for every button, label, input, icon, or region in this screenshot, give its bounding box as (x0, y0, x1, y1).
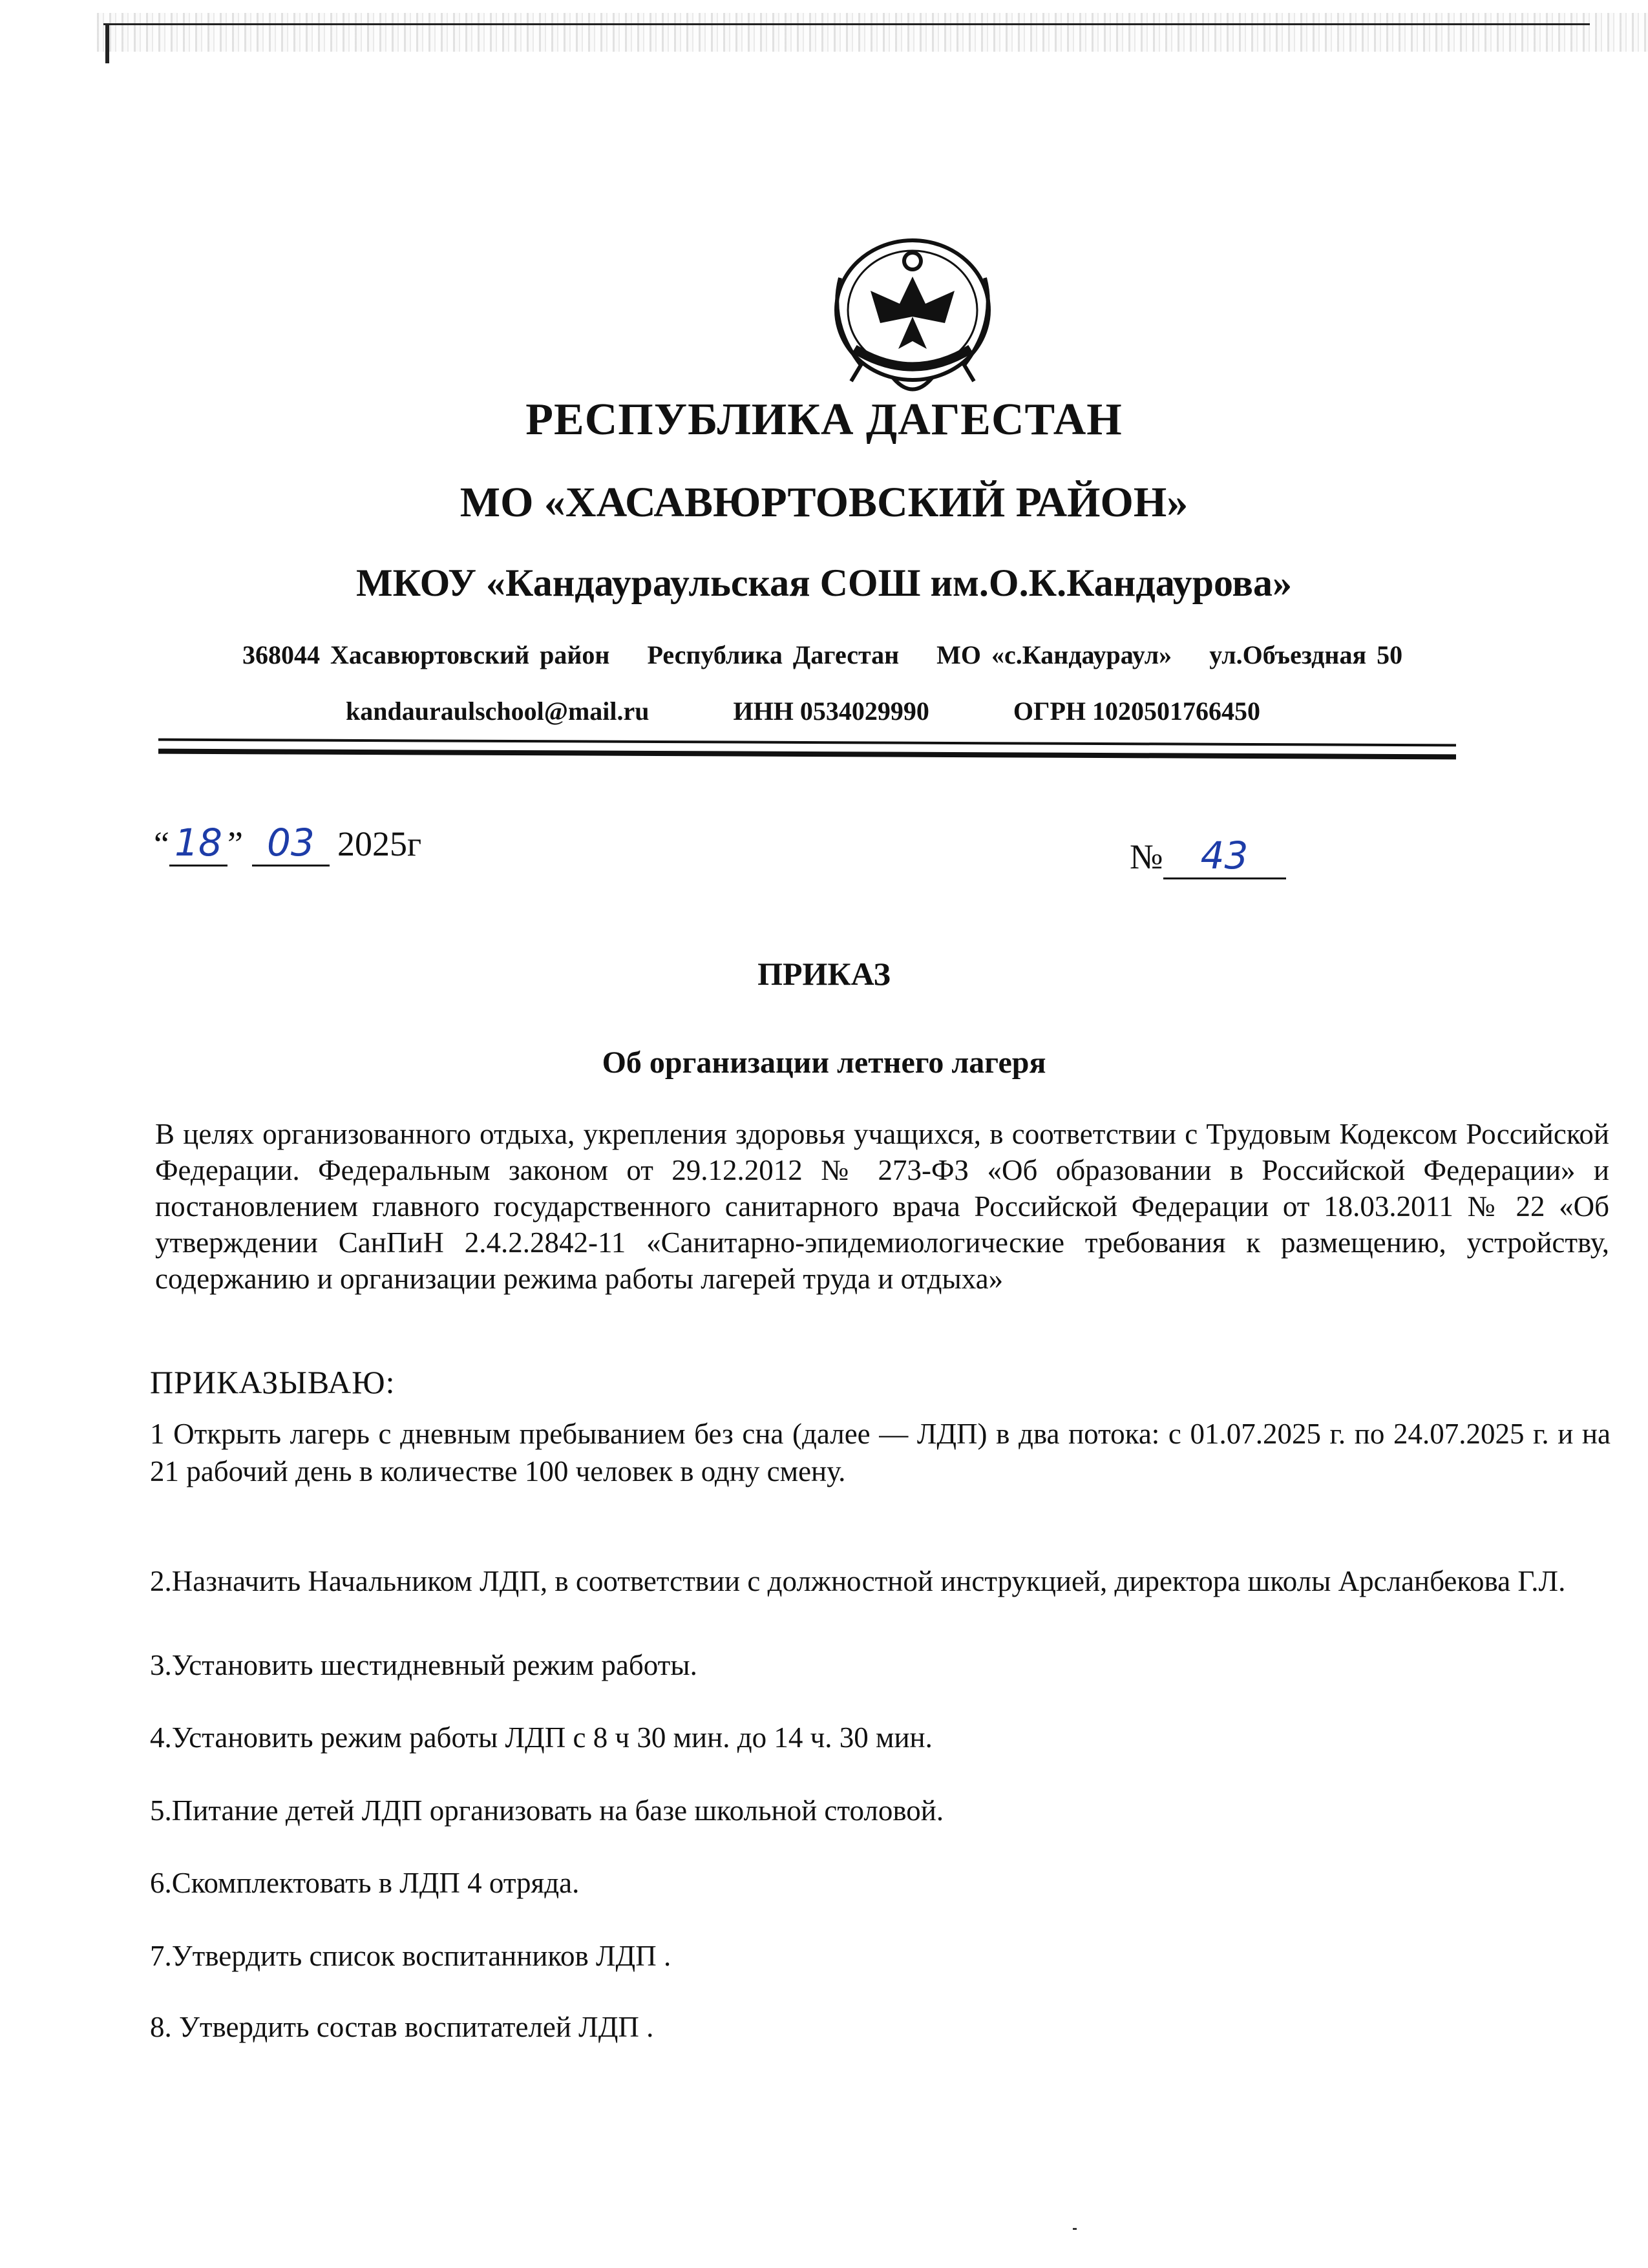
address-settlement: МО «с.Кандаураул» (936, 640, 1172, 669)
inn-number: ИНН 0534029990 (733, 697, 929, 726)
order-date: “ 18 ” 03 2025г (154, 821, 421, 866)
order-item-5: 5.Питание детей ЛДП организовать на базе школьной столовой. (150, 1794, 944, 1827)
date-year: 2025г (337, 824, 422, 863)
address-republic: Республика Дагестан (647, 640, 900, 669)
coat-of-arms-icon (816, 226, 1009, 407)
number-value: 43 (1163, 834, 1286, 879)
number-prefix: № (1130, 837, 1163, 876)
order-item-4: 4.Установить режим работы ЛДП с 8 ч 30 мин. до 14 ч. 30 мин. (150, 1721, 933, 1754)
ogrn-number: ОГРН 1020501766450 (1013, 697, 1260, 726)
scan-edge-line (103, 23, 1590, 25)
header-divider-thick (158, 749, 1456, 760)
document-subject: Об организации летнего лагеря (602, 1045, 1046, 1080)
school-heading: МКОУ «Кандаураульская СОШ им.О.К.Кандаурова» (356, 562, 1292, 604)
order-number (1130, 834, 1286, 879)
order-item-2: 2.Назначить Начальником ЛДП, в соответствии с должностной инструкцией, директора школы Арсланбекова Г.Л. (150, 1565, 1566, 1597)
address-postcode-district: 368044 Хасавюртовский район (242, 640, 610, 669)
email-address: kandauraulschool@mail.ru (346, 697, 650, 726)
order-item-8: 8. Утвердить состав воспитателей ЛДП . (150, 2011, 654, 2043)
address-line (242, 640, 1430, 670)
scan-edge-noise (97, 13, 1648, 52)
header-divider-thin (158, 739, 1456, 747)
address-street: ул.Объездная 50 (1209, 640, 1403, 669)
orders-heading: ПРИКАЗЫВАЮ: (150, 1364, 396, 1400)
scan-speck (1073, 2228, 1077, 2230)
date-month: 03 (252, 821, 330, 866)
order-item-3: 3.Установить шестидневный режим работы. (150, 1649, 697, 1681)
scan-edge-mark (105, 23, 109, 63)
order-item-1: 1 Открыть лагерь с дневным пребыванием без сна (далее — ЛДП) в два потока: с 01.07.2025 г. по 24.07.2025 г. и на 21 рабочий день в количестве 100 человек в одну смену. (150, 1418, 1611, 1487)
republic-heading: РЕСПУБЛИКА ДАГЕСТАН (525, 395, 1123, 445)
requisites-line (346, 696, 1260, 726)
district-heading: МО «ХАСАВЮРТОВСКИЙ РАЙОН» (460, 479, 1188, 526)
order-item-7: 7.Утвердить список воспитанников ЛДП . (150, 1940, 671, 1972)
date-day: 18 (169, 821, 227, 866)
order-item-6: 6.Скомплектовать в ЛДП 4 отряда. (150, 1867, 580, 1899)
document-title: ПРИКАЗ (757, 956, 891, 992)
intro-paragraph: В целях организованного отдыха, укрепления здоровья учащихся, в соответствии с Трудовым Кодексом Российской Федерации. Федеральным законом от 29.12.2012 № 273-ФЗ «Об образовании в Российской Федерации» и постановлением главного государственного санитарного врача Российской Федерации от 18.03.2011 № 22 «Об утверждении СанПиН 2.4.2.2842-11 «Санитарно-эпидемиологические требования к размещению, устройству, содержанию и организации режима работы лагерей труда и отдыха» (155, 1118, 1609, 1295)
